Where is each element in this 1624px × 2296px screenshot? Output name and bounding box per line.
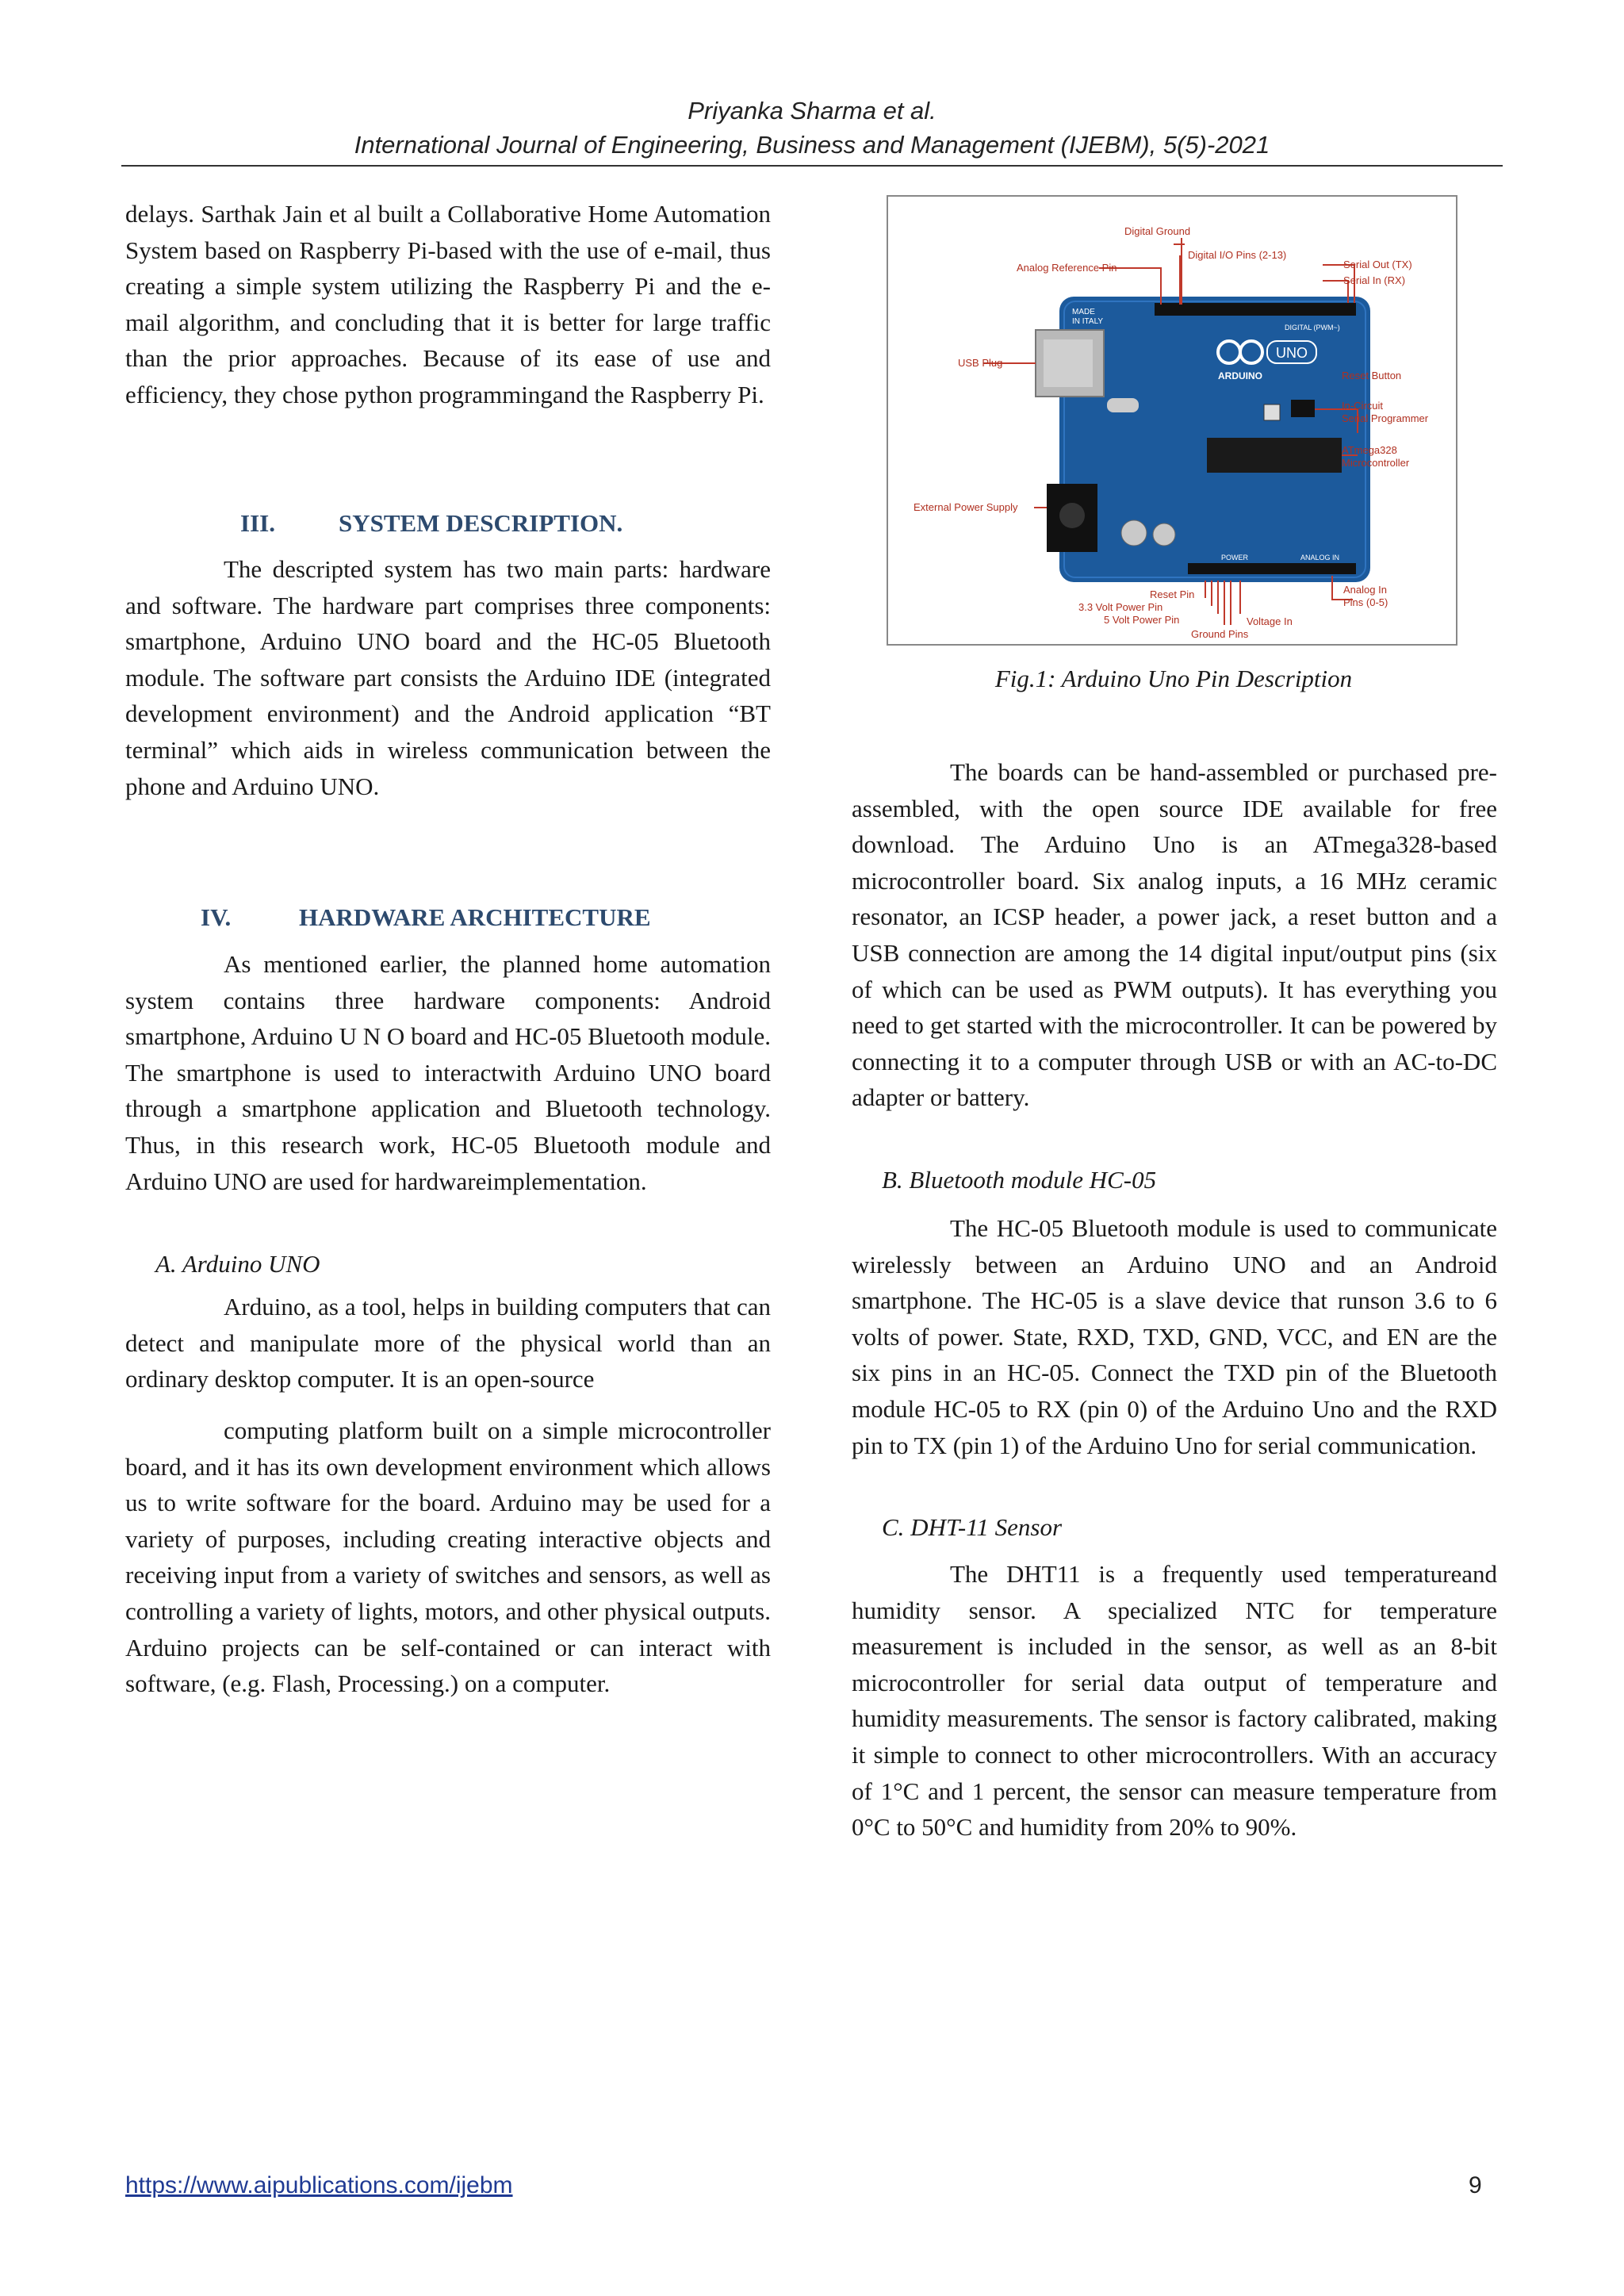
reset-button-part xyxy=(1264,404,1280,420)
footer-url-link[interactable]: https://www.aipublications.com/ijebm xyxy=(125,2172,513,2198)
board-made-text: MADE xyxy=(1072,308,1095,316)
subsection-a-heading: A. Arduino UNO xyxy=(155,1250,320,1278)
board-power-text: POWER xyxy=(1221,554,1249,562)
label-usb-plug: USB Plug xyxy=(958,357,1003,369)
header-rule xyxy=(121,165,1503,167)
section-3-heading xyxy=(240,508,622,539)
section-4-number: IV. xyxy=(201,903,232,931)
label-digital-io: Digital I/O Pins (2-13) xyxy=(1188,249,1287,261)
board-analog-text: ANALOG IN xyxy=(1300,554,1340,562)
section-3-paragraph: The descripted system has two main parts: hardware and software. The hardware part comprises three components: smartphone, Arduino UNO board and the HC-05 Bluetooth module. The software part consists the Arduino IDE (integrated development environment) and the Android application “BT terminal” which aids in wireless communication between the phone and Arduino UNO. xyxy=(125,555,771,800)
label-external-power: External Power Supply xyxy=(914,501,1018,513)
board-brand-text: ARDUINO xyxy=(1218,370,1262,381)
subsection-a-paragraph-2: computing platform built on a simple microcontroller board, and it has its own development environment which allows us to write software for the board. Arduino may be used for a variety of purposes, including creating interactive objects and receiving input from a variety of switches and sensors, as well as controlling a variety of lights, motors, and other physical outputs. Arduino projects can be self-contained or can interact with software, (e.g. Flash, Processing.) on a computer. xyxy=(125,1416,771,1698)
board-uno-text: UNO xyxy=(1276,345,1308,361)
subsection-b-paragraph: The HC-05 Bluetooth module is used to communicate wirelessly between an Arduino UNO and an Android smartphone. The HC-05 is a slave device that runson 3.6 to 6 volts of power. State, RXD, TXD, GND, VCC, and EN are the six pins in an HC-05. Connect the TXD pin of the Bluetooth module HC-05 to RX (pin 0) of the Arduino Uno and the RXD pin to TX (pin 1) of the Arduino Uno for serial communication. xyxy=(852,1214,1497,1459)
label-serial-out: Serial Out (TX) xyxy=(1343,259,1412,270)
label-atmega-line2: Microcontroller xyxy=(1342,457,1410,469)
subsection-c-body xyxy=(852,1556,1497,1846)
arduino-board-paragraph: The boards can be hand-assembled or purchased pre-assembled, with the open source IDE available for free download. The Arduino Uno is an ATmega328-based microcontroller board. Six analog inputs, a 16 MHz ceramic resonator, an ICSP header, a power jack, a reset button and a USB connection are among the 14 digital input/output pins (six of which can be used as PWM outputs). It has everything you need to get started with the microcontroller. It can be powered by connecting it to a computer through USB or with an AC-to-DC adapter or battery. xyxy=(852,758,1497,1112)
label-analog-reference: Analog Reference Pin xyxy=(1017,262,1117,274)
label-5v-pin: 5 Volt Power Pin xyxy=(1104,614,1180,626)
subsection-a-body-1 xyxy=(125,1289,771,1397)
board-digital-text: DIGITAL (PWM~) xyxy=(1285,324,1340,332)
label-serial-in: Serial In (RX) xyxy=(1343,274,1406,286)
left-intro xyxy=(125,196,771,413)
right-paragraph-1 xyxy=(852,754,1497,1116)
subsection-a-body-2 xyxy=(125,1412,771,1702)
section-4-title: HARDWARE ARCHITECTURE xyxy=(299,903,651,931)
arduino-figure xyxy=(887,195,1457,646)
page-number: 9 xyxy=(1469,2172,1482,2198)
section-3-number: III. xyxy=(240,509,275,537)
board-italy-text: IN ITALY xyxy=(1072,317,1104,326)
label-analog-in-line1: Analog In xyxy=(1343,584,1387,596)
subsection-c-paragraph: The DHT11 is a frequently used temperatureand humidity sensor. A specialized NTC for temperature measurement is included in the sensor, as well as an 8-bit microcontroller for serial data output of temperature and humidity measurements. The sensor is factory calibrated, making it simple to connect to other microcontrollers. With an accuracy of 1°C and 1 percent, the sensor can measure temperature from 0°C to 50°C and humidity from 20% to 90%. xyxy=(852,1560,1497,1842)
label-voltage-in: Voltage In xyxy=(1247,615,1293,627)
section-4-paragraph: As mentioned earlier, the planned home automation system contains three hardware components: Android smartphone, Arduino U N O board and HC-05 Bluetooth module. The smartphone is used to interactwith Arduino UNO board through a smartphone application and Bluetooth technology. Thus, in this research work, HC-05 Bluetooth module and Arduino UNO are used for hardwareimplementation. xyxy=(125,950,771,1195)
label-icsp-line1: In-Circuit xyxy=(1342,400,1384,412)
label-atmega-line1: ATmega328 xyxy=(1342,444,1397,456)
subsection-b-body xyxy=(852,1210,1497,1463)
subsection-c-heading: C. DHT-11 Sensor xyxy=(882,1513,1063,1541)
running-header-journal: International Journal of Engineering, Business and Management (IJEBM), 5(5)-2021 xyxy=(354,131,1270,159)
label-analog-in-line2: Pins (0-5) xyxy=(1343,596,1388,608)
arduino-pin-diagram xyxy=(888,197,1456,644)
label-ground-pins: Ground Pins xyxy=(1191,628,1249,640)
figure-caption: Fig.1: Arduino Uno Pin Description xyxy=(994,665,1353,692)
label-digital-ground: Digital Ground xyxy=(1124,225,1191,237)
label-reset-pin: Reset Pin xyxy=(1150,588,1195,600)
section-4-body xyxy=(125,946,771,1199)
label-icsp-line2: Serial Programmer xyxy=(1342,412,1429,424)
label-3v3-pin: 3.3 Volt Power Pin xyxy=(1078,601,1163,613)
digital-header xyxy=(1155,303,1356,316)
subsection-a-paragraph-1: Arduino, as a tool, helps in building computers that can detect and manipulate more of the physical world than an ordinary desktop computer. It is an open-source xyxy=(125,1293,771,1393)
section-3-body xyxy=(125,551,771,804)
running-header-authors: Priyanka Sharma et al. xyxy=(688,97,936,125)
analog-header xyxy=(1188,563,1356,574)
subsection-b-heading: B. Bluetooth module HC-05 xyxy=(882,1166,1157,1194)
section-3-title: SYSTEM DESCRIPTION. xyxy=(339,509,623,537)
label-reset-button: Reset Button xyxy=(1342,370,1402,381)
atmega-chip xyxy=(1207,438,1342,473)
intro-paragraph: delays. Sarthak Jain et al built a Collaborative Home Automation System based on Raspberry Pi-based with the use of e-mail, thus creating a simple system utilizing the Raspberry Pi and the e-mail algorithm, and concluding that it is better for large traffic than the prior approaches. Because of its ease of use and efficiency, they chose python programmingand the Raspberry Pi. xyxy=(125,200,771,408)
section-4-heading xyxy=(201,902,651,933)
